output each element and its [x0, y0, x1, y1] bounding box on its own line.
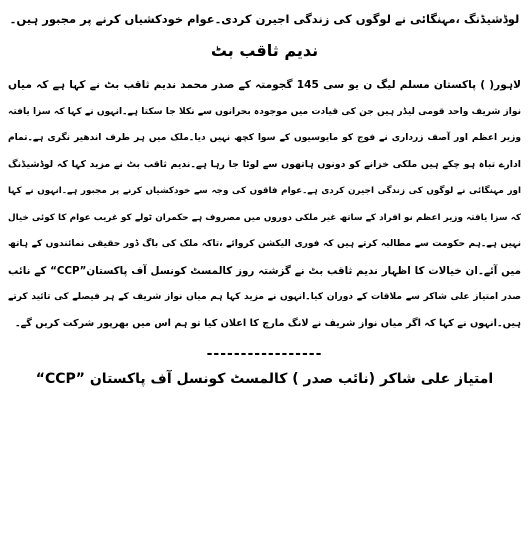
body-line: نہیں ہے۔ہم حکومت سے مطالبہ کرتے ہیں کہ فوری الیکشن کروائے ،تاکہ ملک کی باگ ڈور حقیقی نمائندوں کے ہاتھ — [8, 239, 521, 249]
body-line: اور مہنگائی نے لوگوں کی زندگی اجیرن کردی ہے۔عوام فاقوں کی وجہ سے خودکشیاں کرنے پر مجبور ہے۔انہوں نے کہا — [8, 186, 521, 196]
signature: امتیاز علی شاکر (نائب صدر ) کالمسٹ کونسل آف پاکستان ”CCP“ — [35, 371, 494, 387]
divider: ----------------- — [206, 346, 323, 362]
body-line: وزیر اعظم اور آصف زرداری نے فوج کو مایوسیوں کے سوا کچھ نہیں دیا۔ملک میں ہر طرف اندھیر نگری ہے۔تمام — [8, 133, 521, 143]
article-body — [8, 72, 521, 337]
body-line: میں آئے۔ان خیالات کا اظہار ندیم ثاقب بٹ نے گزشتہ روز کالمسٹ کونسل آف پاکستان”CCP“ کے نائب — [8, 264, 521, 277]
body-line: ہیں۔انہوں نے کہا کہ اگر میاں نواز شریف نے لانگ مارچ کا اعلان کیا تو ہم اس میں بھرپور شرکت کریں گے۔ — [14, 317, 521, 329]
body-line: صدر امتیاز علی شاکر سے ملاقات کے دوران کیا۔انہوں نے مزید کہا ہم میاں نواز شریف کے ہر فیصلے کی تائید کرتے — [8, 292, 521, 302]
body-line: نواز شریف واحد قومی لیڈر ہیں جن کی قیادت میں موجودہ بحرانوں سے نکلا جا سکتا ہے۔انہوں نے کہا کہ سزا یافتہ — [8, 106, 521, 117]
body-line: لاہور( ) پاکستان مسلم لیگ ن یو سی 145 گجومتہ کے صدر محمد ندیم ثاقب بٹ نے کہا ہے کہ میاں — [8, 79, 521, 91]
body-line: ادارے تباہ ہو چکے ہیں ملکی خزانے کو دونوں ہاتھوں سے لوٹا جا رہا ہے۔ندیم ثاقب بٹ نے مزید کہا کہ لوڈشیڈنگ — [8, 158, 521, 170]
headline: لوڈشیڈنگ ،مہنگائی نے لوگوں کی زندگی اجیرن کردی۔عوام خودکشیاں کرنے پر مجبور ہیں۔ — [9, 12, 520, 26]
byline: ندیم ثاقب بٹ — [210, 41, 319, 60]
body-line: کہ سزا یافتہ وزیر اعظم نو افراد کے ساتھ غیر ملکی دوروں میں مصروف ہے حکمران ٹولے کو غریب عوام کا کوئی خیال — [8, 212, 521, 223]
